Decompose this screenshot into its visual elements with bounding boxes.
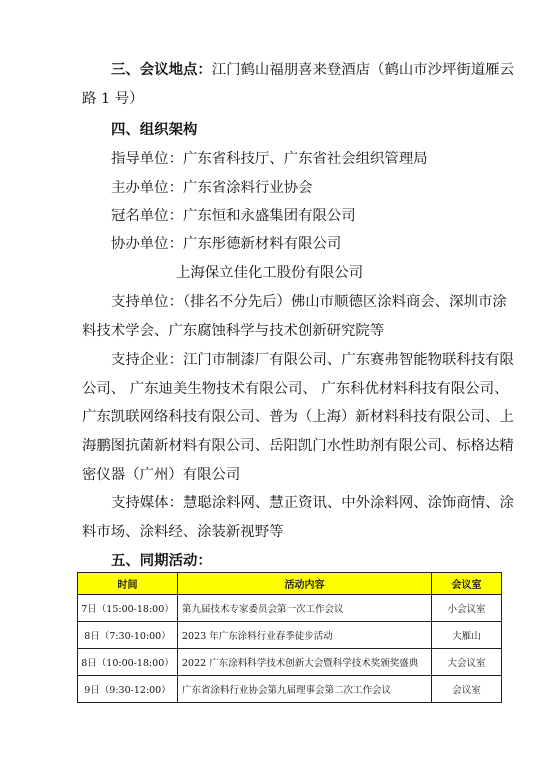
support-company-line-3: 广东凯联网络科技有限公司、普为（上海）新材料科技有限公司、上 [82,409,514,425]
co-organizer-2: 上海保立佳化工股份有限公司 [176,265,364,281]
cell-time: 9日（9:30-12:00） [78,676,178,703]
venue-text: 江门鹤山福朋喜来登酒店（鹤山市沙坪街道雁云 [211,62,514,78]
support-company-line-2: 公司、 广东迪美生物技术有限公司、 广东科优材料科技有限公司、 [82,381,509,397]
table-header-row [78,573,502,595]
support-company-line-1: 支持企业：江门市制漆厂有限公司、广东赛弗智能物联科技有限 [111,352,514,368]
support-media-line-2: 料市场、涂料经、涂装新视野等 [82,524,284,540]
table-row [78,622,502,649]
support-unit-line-1: 支持单位：（排名不分先后）佛山市顺德区涂料商会、深圳市涂 [111,294,507,310]
support-unit-line-2: 料技术学会、广东腐蚀科学与技术创新研究院等 [82,323,385,339]
venue-label: 三、会议地点： [111,61,212,78]
cell-room: 会议室 [432,676,502,703]
venue-line-2: 路 1 号） [82,91,144,107]
activities-table-wrap [77,572,501,703]
support-media-line-1: 支持媒体：慧聪涂料网、慧正资讯、中外涂料网、涂饰商情、涂 [111,495,514,511]
header-content: 活动内容 [178,573,432,595]
guidance-unit: 指导单位：广东省科技厅、广东省社会组织管理局 [111,151,428,167]
cell-time: 8日（10:00-18:00） [78,649,178,676]
cell-room: 大雁山 [432,622,502,649]
support-company-line-4: 海鹏图抗菌新材料有限公司、岳阳凯门水性助剂有限公司、标格达精 [82,438,514,454]
header-room: 会议室 [432,573,502,595]
cell-content: 2022 广东涂料科学技术创新大会暨科学技术奖颁奖盛典 [178,649,432,676]
co-organizer: 协办单位：广东彤德新材料有限公司 [111,236,342,252]
cell-time: 8日（7:30-10:00） [78,622,178,649]
activities-table [77,572,502,703]
cell-content: 2023 年广东涂料行业春季徒步活动 [178,622,432,649]
cell-room: 小会议室 [432,595,502,622]
venue-line-1 [111,61,514,79]
support-company-line-5: 密仪器（广州）有限公司 [82,467,241,483]
cell-room: 大会议室 [432,649,502,676]
host-unit: 主办单位：广东省涂料行业协会 [111,180,313,196]
cell-content: 第九届技术专家委员会第一次工作会议 [178,595,432,622]
table-row [78,649,502,676]
table-row [78,595,502,622]
section-4-heading: 四、组织架构 [111,121,198,138]
cell-time: 7日（15:00-18:00） [78,595,178,622]
title-sponsor: 冠名单位：广东恒和永盛集团有限公司 [111,208,356,224]
section-5-heading: 五、同期活动： [111,552,212,569]
header-time: 时间 [78,573,178,595]
table-row [78,676,502,703]
cell-content: 广东省涂料行业协会第九届理事会第二次工作会议 [178,676,432,703]
